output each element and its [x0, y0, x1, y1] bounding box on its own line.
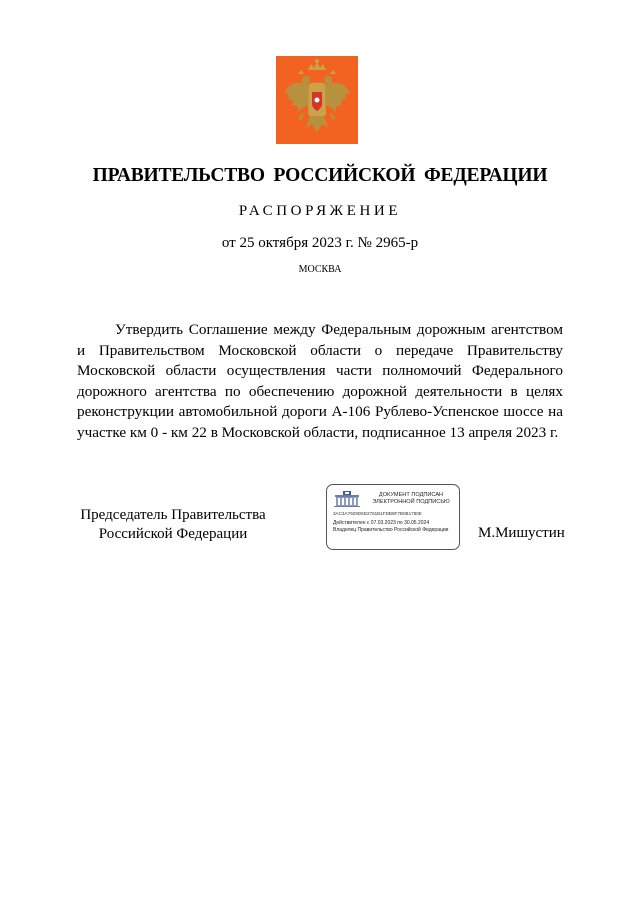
stamp-title-line-2: ЭЛЕКТРОННОЙ ПОДПИСЬЮ — [372, 499, 450, 505]
stamp-title-line-1: ДОКУМЕНТ ПОДПИСАН — [378, 492, 444, 498]
government-building-icon — [334, 491, 360, 507]
document-type: РАСПОРЯЖЕНИЕ — [238, 203, 402, 219]
electronic-signature-stamp — [326, 484, 460, 550]
stamp-title — [365, 492, 457, 506]
government-title: ПРАВИТЕЛЬСТВО РОССИЙСКОЙ ФЕДЕРАЦИИ — [92, 165, 548, 186]
stamp-validity: Действителен с 07.03.2023 по 30.05.2024 — [333, 520, 430, 526]
stamp-owner: Владелец Правительство Российской Федерации — [333, 527, 449, 533]
signer-position — [78, 506, 268, 544]
russian-coat-of-arms-icon — [276, 56, 358, 144]
document-city: МОСКВА — [298, 264, 342, 275]
signer-name: М.Мишустин — [478, 525, 565, 541]
order-body-paragraph: Утвердить Соглашение между Федеральным дорожным агентством и Правительством Московской области о передаче Правительству Московской области осуществления части полномочий Федерального дорожного агентства по обеспечению дорожной деятельности в целях реконструкции автомобильной дороги А-106 Рублево-Успенское шоссе на участке км 0 - км 22 в Московской области, подписанное 13 апреля 2023 г. — [77, 321, 563, 441]
stamp-certificate-serial: 3AC3A7929D5D2781B1FDB9F7B0B1780E — [333, 511, 422, 516]
signer-position-line-1: Председатель Правительства — [80, 507, 266, 523]
signer-position-line-2: Российской Федерации — [98, 526, 248, 542]
document-date-number: от 25 октября 2023 г. № 2965-р — [221, 235, 419, 251]
